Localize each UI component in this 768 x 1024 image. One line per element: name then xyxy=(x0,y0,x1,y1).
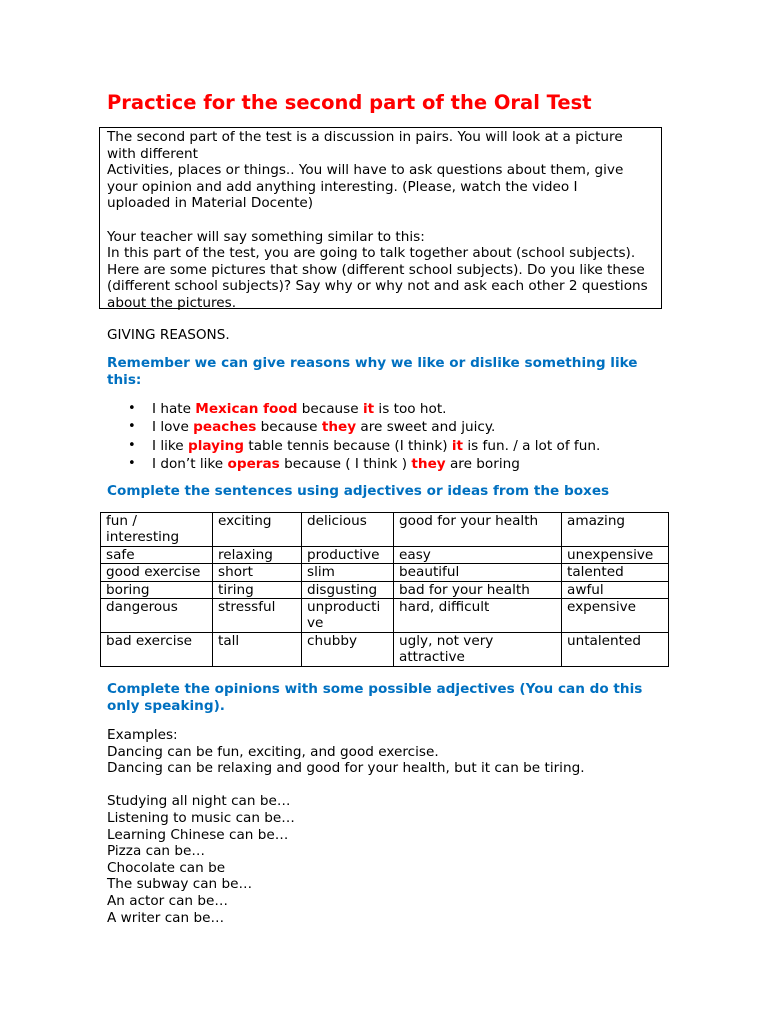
table-cell: disgusting xyxy=(302,581,394,598)
reason-segment: are sweet and juicy. xyxy=(356,419,496,436)
intro-line: your opinion and add anything interesting. (Please, watch the video I xyxy=(107,178,578,195)
list-item xyxy=(107,455,600,473)
table-cell: good for your health xyxy=(394,513,562,547)
intro-line: (different school subjects)? Say why or why not and ask each other 2 questions xyxy=(107,278,648,295)
reason-segment: I like xyxy=(152,437,188,454)
highlighted-word: Mexican food xyxy=(195,401,298,417)
table-cell: awful xyxy=(562,581,669,598)
table-row xyxy=(101,599,669,633)
complete-opinions-heading: Complete the opinions with some possible adjectives (You can do this only speaking). xyxy=(107,681,643,714)
table-cell: tall xyxy=(213,632,302,666)
adjectives-table xyxy=(100,512,669,667)
reason-segment: is too hot. xyxy=(374,401,447,417)
list-item xyxy=(107,437,600,455)
paragraph-gap xyxy=(107,777,585,794)
reason-segment: is fun. / a lot of fun. xyxy=(463,437,601,454)
reason-segment: I don’t like xyxy=(152,455,228,472)
intro-line: In this part of the test, you are going to talk together about (school subjects). xyxy=(107,245,636,262)
remember-heading: Remember we can give reasons why we like or dislike something like this: xyxy=(107,355,638,388)
highlighted-word: playing xyxy=(187,437,245,454)
bullet-icon: • xyxy=(128,401,136,416)
table-cell: slim xyxy=(302,564,394,581)
reason-segment: I hate xyxy=(152,401,196,417)
complete-sentences-heading: Complete the sentences using adjectives or ideas from the boxes xyxy=(107,483,610,499)
table-cell: bad for your health xyxy=(394,581,562,598)
reason-text xyxy=(152,401,446,417)
table-cell: expensive xyxy=(562,599,669,633)
table-cell: relaxing xyxy=(213,546,302,563)
table-cell: stressful xyxy=(213,599,302,633)
table-cell: boring xyxy=(101,581,213,598)
table-row xyxy=(101,581,669,598)
intro-line: Your teacher will say something similar to this: xyxy=(107,228,425,245)
table-cell: delicious xyxy=(302,513,394,547)
table-cell: amazing xyxy=(562,513,669,547)
highlighted-word: it xyxy=(451,437,464,454)
reason-segment: table tennis because (I think) xyxy=(244,437,452,454)
table-cell: good exercise xyxy=(101,564,213,581)
example-line: Examples: xyxy=(107,727,178,743)
table-cell: productive xyxy=(302,546,394,563)
bullet-icon: • xyxy=(128,455,136,471)
example-line: Listening to music can be… xyxy=(107,809,295,826)
table-cell: chubby xyxy=(302,632,394,666)
table-cell: beautiful xyxy=(394,564,562,581)
example-line: An actor can be… xyxy=(107,892,228,909)
reason-segment: because xyxy=(256,419,322,436)
example-line: A writer can be… xyxy=(107,909,225,926)
bullet-icon: • xyxy=(128,419,136,435)
table-cell: talented xyxy=(562,564,669,581)
table-cell: unexpensive xyxy=(562,546,669,563)
highlighted-word: it xyxy=(362,401,375,417)
reason-segment: because ( I think ) xyxy=(279,455,412,472)
example-line: The subway can be… xyxy=(107,876,253,893)
reason-text xyxy=(152,456,520,472)
table-cell: hard, difficult xyxy=(394,599,562,633)
example-line: Dancing can be fun, exciting, and good exercise. xyxy=(107,743,439,760)
reason-text xyxy=(152,419,495,435)
giving-reasons-heading: GIVING REASONS. xyxy=(107,327,230,343)
example-line: Pizza can be… xyxy=(107,843,205,860)
examples-block xyxy=(107,727,585,926)
table-row xyxy=(101,632,669,666)
highlighted-word: they xyxy=(321,419,357,436)
example-line: Studying all night can be… xyxy=(107,793,291,810)
bullet-icon: • xyxy=(128,437,136,453)
highlighted-word: peaches xyxy=(193,419,257,436)
example-line: Dancing can be relaxing and good for your health, but it can be tiring. xyxy=(107,760,585,777)
table-cell: unproducti ve xyxy=(302,599,394,633)
list-item xyxy=(107,418,600,436)
table-cell: bad exercise xyxy=(101,632,213,666)
table-cell: dangerous xyxy=(101,599,213,633)
table-cell: easy xyxy=(394,546,562,563)
reason-text xyxy=(152,438,600,454)
intro-line: The second part of the test is a discussion in pairs. You will look at a picture xyxy=(107,129,623,145)
paragraph-gap xyxy=(107,212,654,229)
table-row xyxy=(101,513,669,547)
example-line: Learning Chinese can be… xyxy=(107,826,289,843)
intro-box xyxy=(99,127,662,309)
example-line: Chocolate can be xyxy=(107,859,226,876)
highlighted-word: they xyxy=(411,455,446,472)
highlighted-word: operas xyxy=(227,455,280,472)
table-cell: exciting xyxy=(213,513,302,547)
reason-segment: because xyxy=(297,401,363,417)
intro-line: Here are some pictures that show (different school subjects). Do you like these xyxy=(107,261,645,278)
table-row xyxy=(101,564,669,581)
reason-segment: are boring xyxy=(445,455,520,472)
table-cell: tiring xyxy=(213,581,302,598)
table-cell: short xyxy=(213,564,302,581)
reason-segment: I love xyxy=(152,419,194,436)
intro-line: about the pictures. xyxy=(107,294,237,311)
table-cell: untalented xyxy=(562,632,669,666)
intro-line: with different xyxy=(107,145,198,162)
intro-line: uploaded in Material Docente) xyxy=(107,195,314,212)
page-title: Practice for the second part of the Oral Test xyxy=(107,91,592,114)
list-item xyxy=(107,400,600,418)
table-cell: fun / interesting xyxy=(101,513,213,547)
table-row xyxy=(101,546,669,563)
table-cell: ugly, not very attractive xyxy=(394,632,562,666)
table-cell: safe xyxy=(101,546,213,563)
reasons-list xyxy=(107,400,600,473)
intro-line: Activities, places or things.. You will have to ask questions about them, give xyxy=(107,162,624,179)
